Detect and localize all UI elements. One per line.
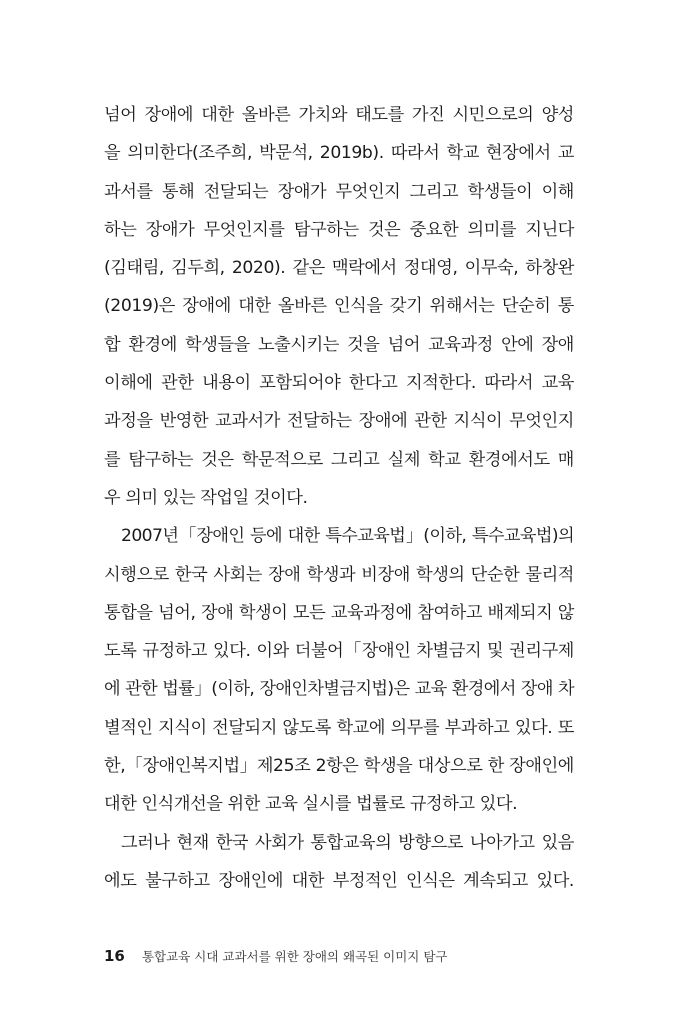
text-line: 를 탐구하는 것은 학문적으로 그리고 실제 학교 환경에서도 매 [104,449,574,470]
text-line: 을 의미한다(조주희, 박문석, 2019b). 따라서 학교 현장에서 교 [104,143,574,164]
text-line: (2019)은 장애에 대한 올바른 인식을 갖기 위해서는 단순히 통 [104,296,574,317]
text-line: (김태림, 김두희, 2020). 같은 맥락에서 정대영, 이무숙, 하창완 [104,258,574,279]
text-line: 에 관한 법률」(이하, 장애인차별금지법)은 교육 환경에서 장애 차 [104,679,574,700]
text-line: 그러나 현재 한국 사회가 통합교육의 방향으로 나아가고 있음 [121,832,574,853]
body-text [104,96,574,900]
text-line: 2007년「장애인 등에 대한 특수교육법」(이하, 특수교육법)의 [121,526,574,547]
text-line: 넘어 장애에 대한 올바른 가치와 태도를 가진 시민으로의 양성 [104,105,574,125]
text-line: 별적인 지식이 전달되지 않도록 학교에 의무를 부과하고 있다. 또 [104,717,574,738]
page-number: 16 [104,947,125,965]
text-line: 시행으로 한국 사회는 장애 학생과 비장애 학생의 단순한 물리적 [104,564,574,585]
text-line: 이해에 관한 내용이 포함되어야 한다고 지적한다. 따라서 교육 [104,373,574,394]
text-line: 과정을 반영한 교과서가 전달하는 장애에 관한 지식이 무엇인지 [104,411,574,432]
text-line: 통합을 넘어, 장애 학생이 모든 교육과정에 참여하고 배제되지 않 [104,602,574,623]
text-line: 에도 불구하고 장애인에 대한 부정적인 인식은 계속되고 있다. [104,870,574,891]
text-line: 한,「장애인복지법」제25조 2항은 학생을 대상으로 한 장애인에 [104,756,574,777]
running-title: 통합교육 시대 교과서를 위한 장애의 왜곡된 이미지 탐구 [141,949,448,964]
text-line: 우 의미 있는 작업일 것이다. [104,487,308,508]
text-line: 합 환경에 학생들을 노출시키는 것을 넘어 교육과정 안에 장애 [104,334,574,355]
text-line: 하는 장애가 무엇인지를 탐구하는 것은 중요한 의미를 지닌다 [104,219,574,240]
text-line: 과서를 통해 전달되는 장애가 무엇인지 그리고 학생들이 이해 [104,181,574,202]
text-line: 도록 규정하고 있다. 이와 더불어「장애인 차별금지 및 권리구제 [104,641,574,662]
text-line: 대한 인식개선을 위한 교육 실시를 법률로 규정하고 있다. [104,794,518,815]
page-footer [104,944,448,968]
